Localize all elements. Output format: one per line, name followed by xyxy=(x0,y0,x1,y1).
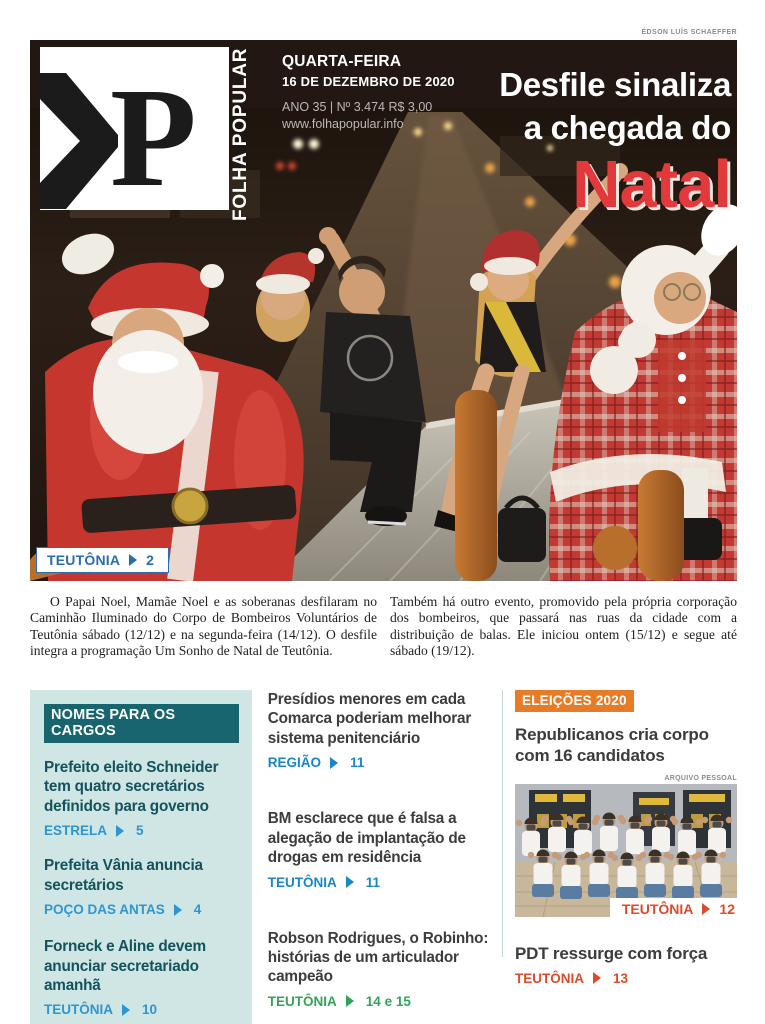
hero-photo-credit: ÉDSON LUÍS SCHAEFFER xyxy=(641,29,737,36)
page-ref xyxy=(515,971,737,986)
teaser-story xyxy=(268,929,489,1009)
ref-page: 10 xyxy=(142,1002,158,1018)
section-page-badge xyxy=(36,547,169,573)
page-arrow-icon xyxy=(116,825,124,837)
teaser-story xyxy=(44,937,239,1017)
right-teaser-column xyxy=(515,690,737,1024)
newspaper-name-vertical: FOLHA POPULAR xyxy=(230,47,251,221)
ref-page: 5 xyxy=(136,823,144,839)
page-arrow-icon xyxy=(346,876,354,888)
logo-mark xyxy=(40,47,229,210)
teaser-headline: Prefeito eleito Schneider tem quatro secretários definidos para governo xyxy=(44,759,219,815)
teaser-story xyxy=(44,758,239,838)
date: 16 DE DEZEMBRO DE 2020 xyxy=(282,74,455,89)
teaser-headline: Robson Rodrigues, o Robinho: histórias de um articulador campeão xyxy=(267,929,489,986)
kicker-nomes-cargos: NOMES PARA OS CARGOS xyxy=(44,704,239,743)
teaser-headline: BM esclarece que é falsa a alegação de implantação de drogas em residência xyxy=(267,810,466,867)
lead-paragraphs xyxy=(30,594,737,659)
page-arrow-icon xyxy=(702,903,710,915)
ref-page: 11 xyxy=(365,874,381,890)
ref-page: 11 xyxy=(350,755,365,771)
page-ref xyxy=(268,994,489,1009)
page-ref xyxy=(268,875,489,890)
teaser-story xyxy=(268,690,489,770)
photo-credit: ARQUIVO PESSOAL xyxy=(664,774,737,782)
date-block xyxy=(282,53,455,131)
page-arrow-icon xyxy=(129,554,137,566)
teaser-story xyxy=(268,809,489,889)
page-ref xyxy=(44,902,239,917)
bottom-grid xyxy=(30,690,737,1024)
badge-page: 2 xyxy=(146,552,155,568)
ref-page: 4 xyxy=(193,902,202,918)
ref-page: 12 xyxy=(719,900,735,917)
kicker-eleicoes-2020: ELEIÇÕES 2020 xyxy=(515,690,634,712)
page-arrow-icon xyxy=(122,1004,130,1016)
lead-column-2: Também há outro evento, promovido pela própria corporação dos bombeiros, que passará nas ruas da cidade com a distribuição de balas. Ele iniciou ontem (15/12) e segue até sábado (19/12). xyxy=(390,594,737,658)
ref-page: 14 e 15 xyxy=(365,993,411,1009)
ref-section: ESTRELA xyxy=(44,823,108,839)
teaser-story xyxy=(44,856,239,917)
ref-section: POÇO DAS ANTAS xyxy=(44,902,165,918)
ref-section: TEUTÔNIA xyxy=(621,900,694,917)
page-arrow-icon xyxy=(330,757,338,769)
ref-section: TEUTÔNIA xyxy=(267,874,337,890)
page-arrow-icon xyxy=(346,995,354,1007)
teaser-headline: Prefeita Vânia anuncia secretários xyxy=(44,857,203,894)
page-ref xyxy=(268,755,489,770)
headline-line1: Desfile sinaliza xyxy=(499,66,731,103)
ref-section: REGIÃO xyxy=(267,755,322,771)
teaser-headline: Forneck e Aline devem anunciar secretariado amanhã xyxy=(44,938,206,994)
page-ref xyxy=(610,898,737,920)
teaser-headline: Presídios menores em cada Comarca poderiam melhorar sistema penitenciário xyxy=(267,691,472,747)
ref-section: TEUTÔNIA xyxy=(44,1002,113,1018)
page-ref xyxy=(44,1002,239,1017)
weekday: QUARTA-FEIRA xyxy=(282,53,402,70)
page-arrow-icon xyxy=(174,904,182,916)
logo xyxy=(40,47,229,210)
left-teaser-box xyxy=(30,690,252,1024)
ref-section: TEUTÔNIA xyxy=(515,970,584,986)
edition-price: ANO 35 | Nº 3.474 R$ 3,00 xyxy=(282,100,433,114)
teaser-headline: PDT ressurge com força xyxy=(515,943,708,963)
column-divider xyxy=(502,690,503,957)
headline-line3: Natal xyxy=(572,146,731,222)
middle-teaser-column xyxy=(268,690,489,1024)
page-ref xyxy=(44,823,239,838)
teaser-story xyxy=(515,943,737,986)
badge-section: TEUTÔNIA xyxy=(47,552,121,568)
lead-column-1: O Papai Noel, Mamãe Noel e as soberanas desfilaram no Caminhão Iluminado do Corpo de Bombeiros Voluntários de Teutônia sábado (12/12) e na segunda-feira (14/12). O desfile integra a programação Um Sonho de Natal de Teutônia. xyxy=(30,594,377,658)
logo-letter: P xyxy=(110,58,197,210)
ref-section: TEUTÔNIA xyxy=(267,993,337,1009)
website-url: www.folhapopular.info xyxy=(282,117,404,131)
page-arrow-icon xyxy=(593,972,601,984)
teaser-headline: Republicanos cria corpo com 16 candidatos xyxy=(515,725,709,766)
ref-page: 13 xyxy=(613,970,629,986)
hero-section xyxy=(30,40,737,581)
candidates-photo-wrap xyxy=(515,784,737,917)
headline-line2: a chegada do xyxy=(523,108,731,146)
main-headline xyxy=(499,66,731,222)
